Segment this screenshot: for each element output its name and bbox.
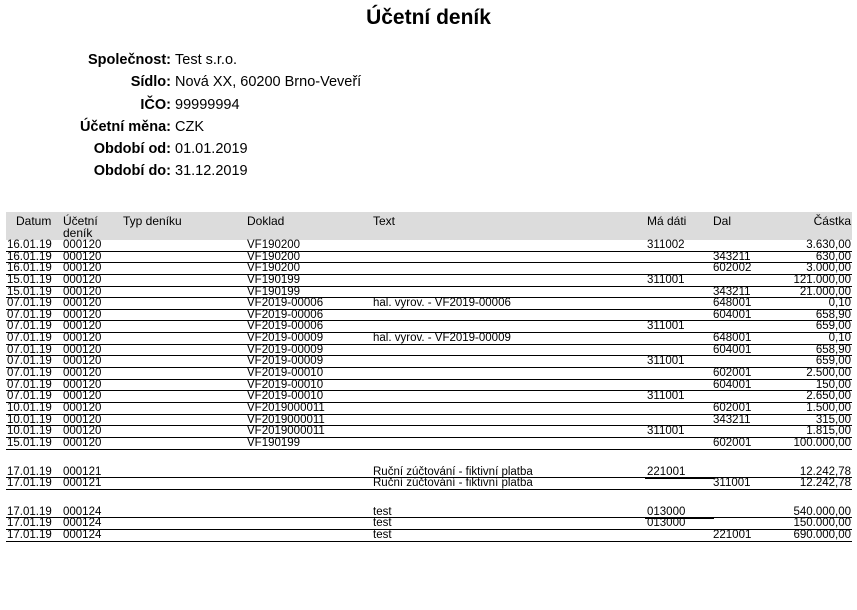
header-type: Typ deníku bbox=[123, 214, 182, 228]
cell-amount: 1.815,00 bbox=[806, 425, 851, 438]
meta-value: CZK bbox=[175, 118, 204, 135]
header-amount: Částka bbox=[813, 214, 851, 228]
header-doc: Doklad bbox=[247, 214, 285, 228]
cell-journal: 000120 bbox=[63, 367, 102, 380]
header-journal: Účetní deník bbox=[63, 214, 98, 240]
meta-label: Účetní měna: bbox=[79, 118, 171, 135]
cell-date: 17.01.19 bbox=[7, 529, 52, 542]
cell-debit: 311001 bbox=[647, 273, 685, 286]
cell-credit: 221001 bbox=[713, 529, 752, 542]
cell-credit: 343211 bbox=[713, 285, 751, 298]
cell-doc: VF2019-00006 bbox=[247, 320, 324, 333]
cell-doc: VF190200 bbox=[247, 250, 301, 263]
group-spacer bbox=[6, 490, 852, 507]
cell-journal: 000120 bbox=[63, 239, 102, 251]
table-row bbox=[6, 368, 852, 380]
cell-amount: 2.500,00 bbox=[806, 367, 851, 380]
table-row bbox=[6, 240, 852, 252]
cell-doc: VF190200 bbox=[247, 239, 301, 251]
cell-doc: VF190199 bbox=[247, 273, 301, 286]
cell-journal: 000120 bbox=[63, 285, 102, 298]
meta-label: Společnost: bbox=[88, 52, 171, 68]
cell-journal: 000124 bbox=[63, 529, 102, 542]
cell-credit: 602001 bbox=[713, 436, 752, 449]
cell-date: 10.01.19 bbox=[7, 425, 52, 438]
cell-debit: 311001 bbox=[647, 320, 685, 333]
cell-amount: 3.630,00 bbox=[806, 239, 851, 251]
table-row bbox=[6, 438, 852, 450]
cell-text: test bbox=[373, 529, 392, 542]
cell-debit: 311001 bbox=[647, 355, 685, 368]
cell-debit: 013000 bbox=[647, 517, 686, 530]
table-row bbox=[6, 263, 852, 275]
cell-date: 15.01.19 bbox=[7, 436, 52, 449]
cell-date: 07.01.19 bbox=[7, 343, 52, 356]
meta-label: Období do: bbox=[93, 163, 171, 180]
cell-amount: 0,10 bbox=[828, 297, 851, 310]
table-row bbox=[6, 275, 852, 287]
cell-doc: VF2019-00009 bbox=[247, 343, 324, 356]
cell-credit: 604001 bbox=[713, 343, 752, 356]
table-row bbox=[6, 507, 852, 519]
cell-date: 16.01.19 bbox=[7, 239, 52, 251]
cell-doc: VF2019-00009 bbox=[247, 355, 324, 368]
header-debit: Má dáti bbox=[647, 214, 687, 228]
cell-amount: 150,00 bbox=[815, 378, 851, 391]
cell-credit: 343211 bbox=[713, 413, 751, 426]
meta-value: Nová XX, 60200 Brno-Veveří bbox=[175, 74, 362, 91]
cell-date: 07.01.19 bbox=[7, 367, 52, 380]
cell-journal: 000121 bbox=[63, 477, 102, 490]
cell-credit: 311001 bbox=[713, 477, 751, 490]
cell-date: 10.01.19 bbox=[7, 413, 52, 426]
cell-credit: 602002 bbox=[713, 262, 752, 275]
cell-amount: 540.000,00 bbox=[793, 505, 851, 518]
cell-doc: VF190200 bbox=[247, 262, 301, 275]
cell-credit: 648001 bbox=[713, 332, 752, 345]
cell-journal: 000120 bbox=[63, 378, 102, 391]
cell-amount: 658,90 bbox=[815, 308, 851, 321]
cell-journal: 000120 bbox=[63, 343, 102, 356]
meta-value: 01.01.2019 bbox=[175, 141, 248, 158]
cell-date: 07.01.19 bbox=[7, 297, 52, 310]
cell-amount: 100.000,00 bbox=[793, 436, 851, 449]
cell-amount: 2.650,00 bbox=[806, 390, 851, 403]
cell-amount: 315,00 bbox=[815, 413, 851, 426]
cell-text: Ruční zúčtování - fiktivní platba bbox=[373, 465, 533, 478]
cell-date: 07.01.19 bbox=[7, 332, 52, 345]
cell-amount: 659,00 bbox=[815, 320, 851, 333]
cell-doc: VF190199 bbox=[247, 285, 301, 298]
table-body bbox=[6, 240, 852, 542]
meta-label: IČO: bbox=[140, 96, 171, 113]
cell-credit: 604001 bbox=[713, 308, 752, 321]
cell-journal: 000124 bbox=[63, 505, 102, 518]
meta-label: Období od: bbox=[93, 141, 171, 158]
cell-journal: 000120 bbox=[63, 355, 102, 368]
cell-credit: 604001 bbox=[713, 378, 752, 391]
cell-debit: 311001 bbox=[647, 425, 685, 438]
cell-doc: VF2019000011 bbox=[247, 401, 325, 414]
cell-journal: 000124 bbox=[63, 517, 102, 530]
cell-date: 16.01.19 bbox=[7, 262, 52, 275]
table-row bbox=[6, 380, 852, 392]
cell-journal: 000120 bbox=[63, 436, 102, 449]
cell-doc: VF190199 bbox=[247, 436, 301, 449]
cell-date: 15.01.19 bbox=[7, 285, 52, 298]
cell-debit: 311002 bbox=[647, 239, 685, 251]
cell-doc: VF2019-00009 bbox=[247, 332, 324, 345]
cell-journal: 000120 bbox=[63, 320, 102, 333]
cell-doc: VF2019000011 bbox=[247, 413, 325, 426]
cell-journal: 000120 bbox=[63, 401, 102, 414]
cell-amount: 659,00 bbox=[815, 355, 851, 368]
cell-date: 17.01.19 bbox=[7, 465, 52, 478]
cell-amount: 658,90 bbox=[815, 343, 851, 356]
cell-date: 17.01.19 bbox=[7, 517, 52, 530]
cell-amount: 1.500,00 bbox=[806, 401, 851, 414]
cell-amount: 12.242,78 bbox=[799, 477, 851, 490]
cell-date: 07.01.19 bbox=[7, 320, 52, 333]
cell-journal: 000121 bbox=[63, 465, 102, 478]
cell-credit: 648001 bbox=[713, 297, 752, 310]
cell-date: 07.01.19 bbox=[7, 390, 52, 403]
cell-doc: VF2019-00010 bbox=[247, 390, 324, 403]
table-row bbox=[6, 478, 852, 490]
cell-text: Ruční zúčtování - fiktivní platba bbox=[373, 477, 533, 490]
cell-text: hal. vyrov. - VF2019-00006 bbox=[373, 297, 511, 310]
cell-doc: VF2019-00006 bbox=[247, 297, 324, 310]
cell-amount: 3.000,00 bbox=[806, 262, 851, 275]
cell-date: 17.01.19 bbox=[7, 505, 52, 518]
header-text: Text bbox=[373, 214, 396, 228]
table-row bbox=[6, 403, 852, 415]
cell-journal: 000120 bbox=[63, 332, 102, 345]
cell-text: test bbox=[373, 505, 392, 518]
cell-journal: 000120 bbox=[63, 262, 102, 275]
cell-amount: 21.000,00 bbox=[799, 285, 851, 298]
cell-date: 15.01.19 bbox=[7, 273, 52, 286]
cell-date: 17.01.19 bbox=[7, 477, 52, 490]
header-date: Datum bbox=[16, 214, 52, 228]
cell-credit: 343211 bbox=[713, 250, 751, 263]
cell-doc: VF2019-00006 bbox=[247, 308, 324, 321]
table-row bbox=[6, 415, 852, 427]
cell-doc: VF2019-00010 bbox=[247, 367, 324, 380]
cell-debit: 221001 bbox=[647, 465, 686, 478]
journal-table bbox=[6, 212, 852, 542]
cell-amount: 121.000,00 bbox=[793, 273, 851, 286]
cell-amount: 12.242,78 bbox=[799, 465, 851, 478]
cell-date: 07.01.19 bbox=[7, 308, 52, 321]
header-credit: Dal bbox=[713, 214, 732, 228]
meta-value: 31.12.2019 bbox=[175, 163, 248, 180]
cell-date: 10.01.19 bbox=[7, 401, 52, 414]
report-title: Účetní deník bbox=[366, 6, 491, 29]
table-row bbox=[6, 310, 852, 322]
meta-value: Test s.r.o. bbox=[175, 52, 238, 68]
cell-date: 07.01.19 bbox=[7, 378, 52, 391]
group-spacer bbox=[6, 450, 852, 467]
cell-amount: 690.000,00 bbox=[793, 529, 851, 542]
meta-label: Sídlo: bbox=[130, 74, 171, 91]
cell-journal: 000120 bbox=[63, 308, 102, 321]
cell-date: 16.01.19 bbox=[7, 250, 52, 263]
cell-debit: 013000 bbox=[647, 505, 686, 518]
cell-journal: 000120 bbox=[63, 390, 102, 403]
table-row bbox=[6, 530, 852, 542]
table-row bbox=[6, 345, 852, 357]
cell-journal: 000120 bbox=[63, 413, 102, 426]
cell-amount: 150.000,00 bbox=[793, 517, 851, 530]
cell-doc: VF2019-00010 bbox=[247, 378, 324, 391]
meta-value: 99999994 bbox=[175, 96, 240, 113]
cell-credit: 602001 bbox=[713, 401, 752, 414]
table-header bbox=[6, 212, 852, 240]
cell-credit: 602001 bbox=[713, 367, 752, 380]
cell-journal: 000120 bbox=[63, 273, 102, 286]
cell-journal: 000120 bbox=[63, 250, 102, 263]
cell-doc: VF2019000011 bbox=[247, 425, 325, 438]
cell-date: 07.01.19 bbox=[7, 355, 52, 368]
cell-text: test bbox=[373, 517, 392, 530]
cell-journal: 000120 bbox=[63, 297, 102, 310]
cell-debit: 311001 bbox=[647, 390, 685, 403]
cell-text: hal. vyrov. - VF2019-00009 bbox=[373, 332, 511, 345]
cell-journal: 000120 bbox=[63, 425, 102, 438]
cell-amount: 630,00 bbox=[815, 250, 851, 263]
cell-amount: 0,10 bbox=[828, 332, 851, 345]
